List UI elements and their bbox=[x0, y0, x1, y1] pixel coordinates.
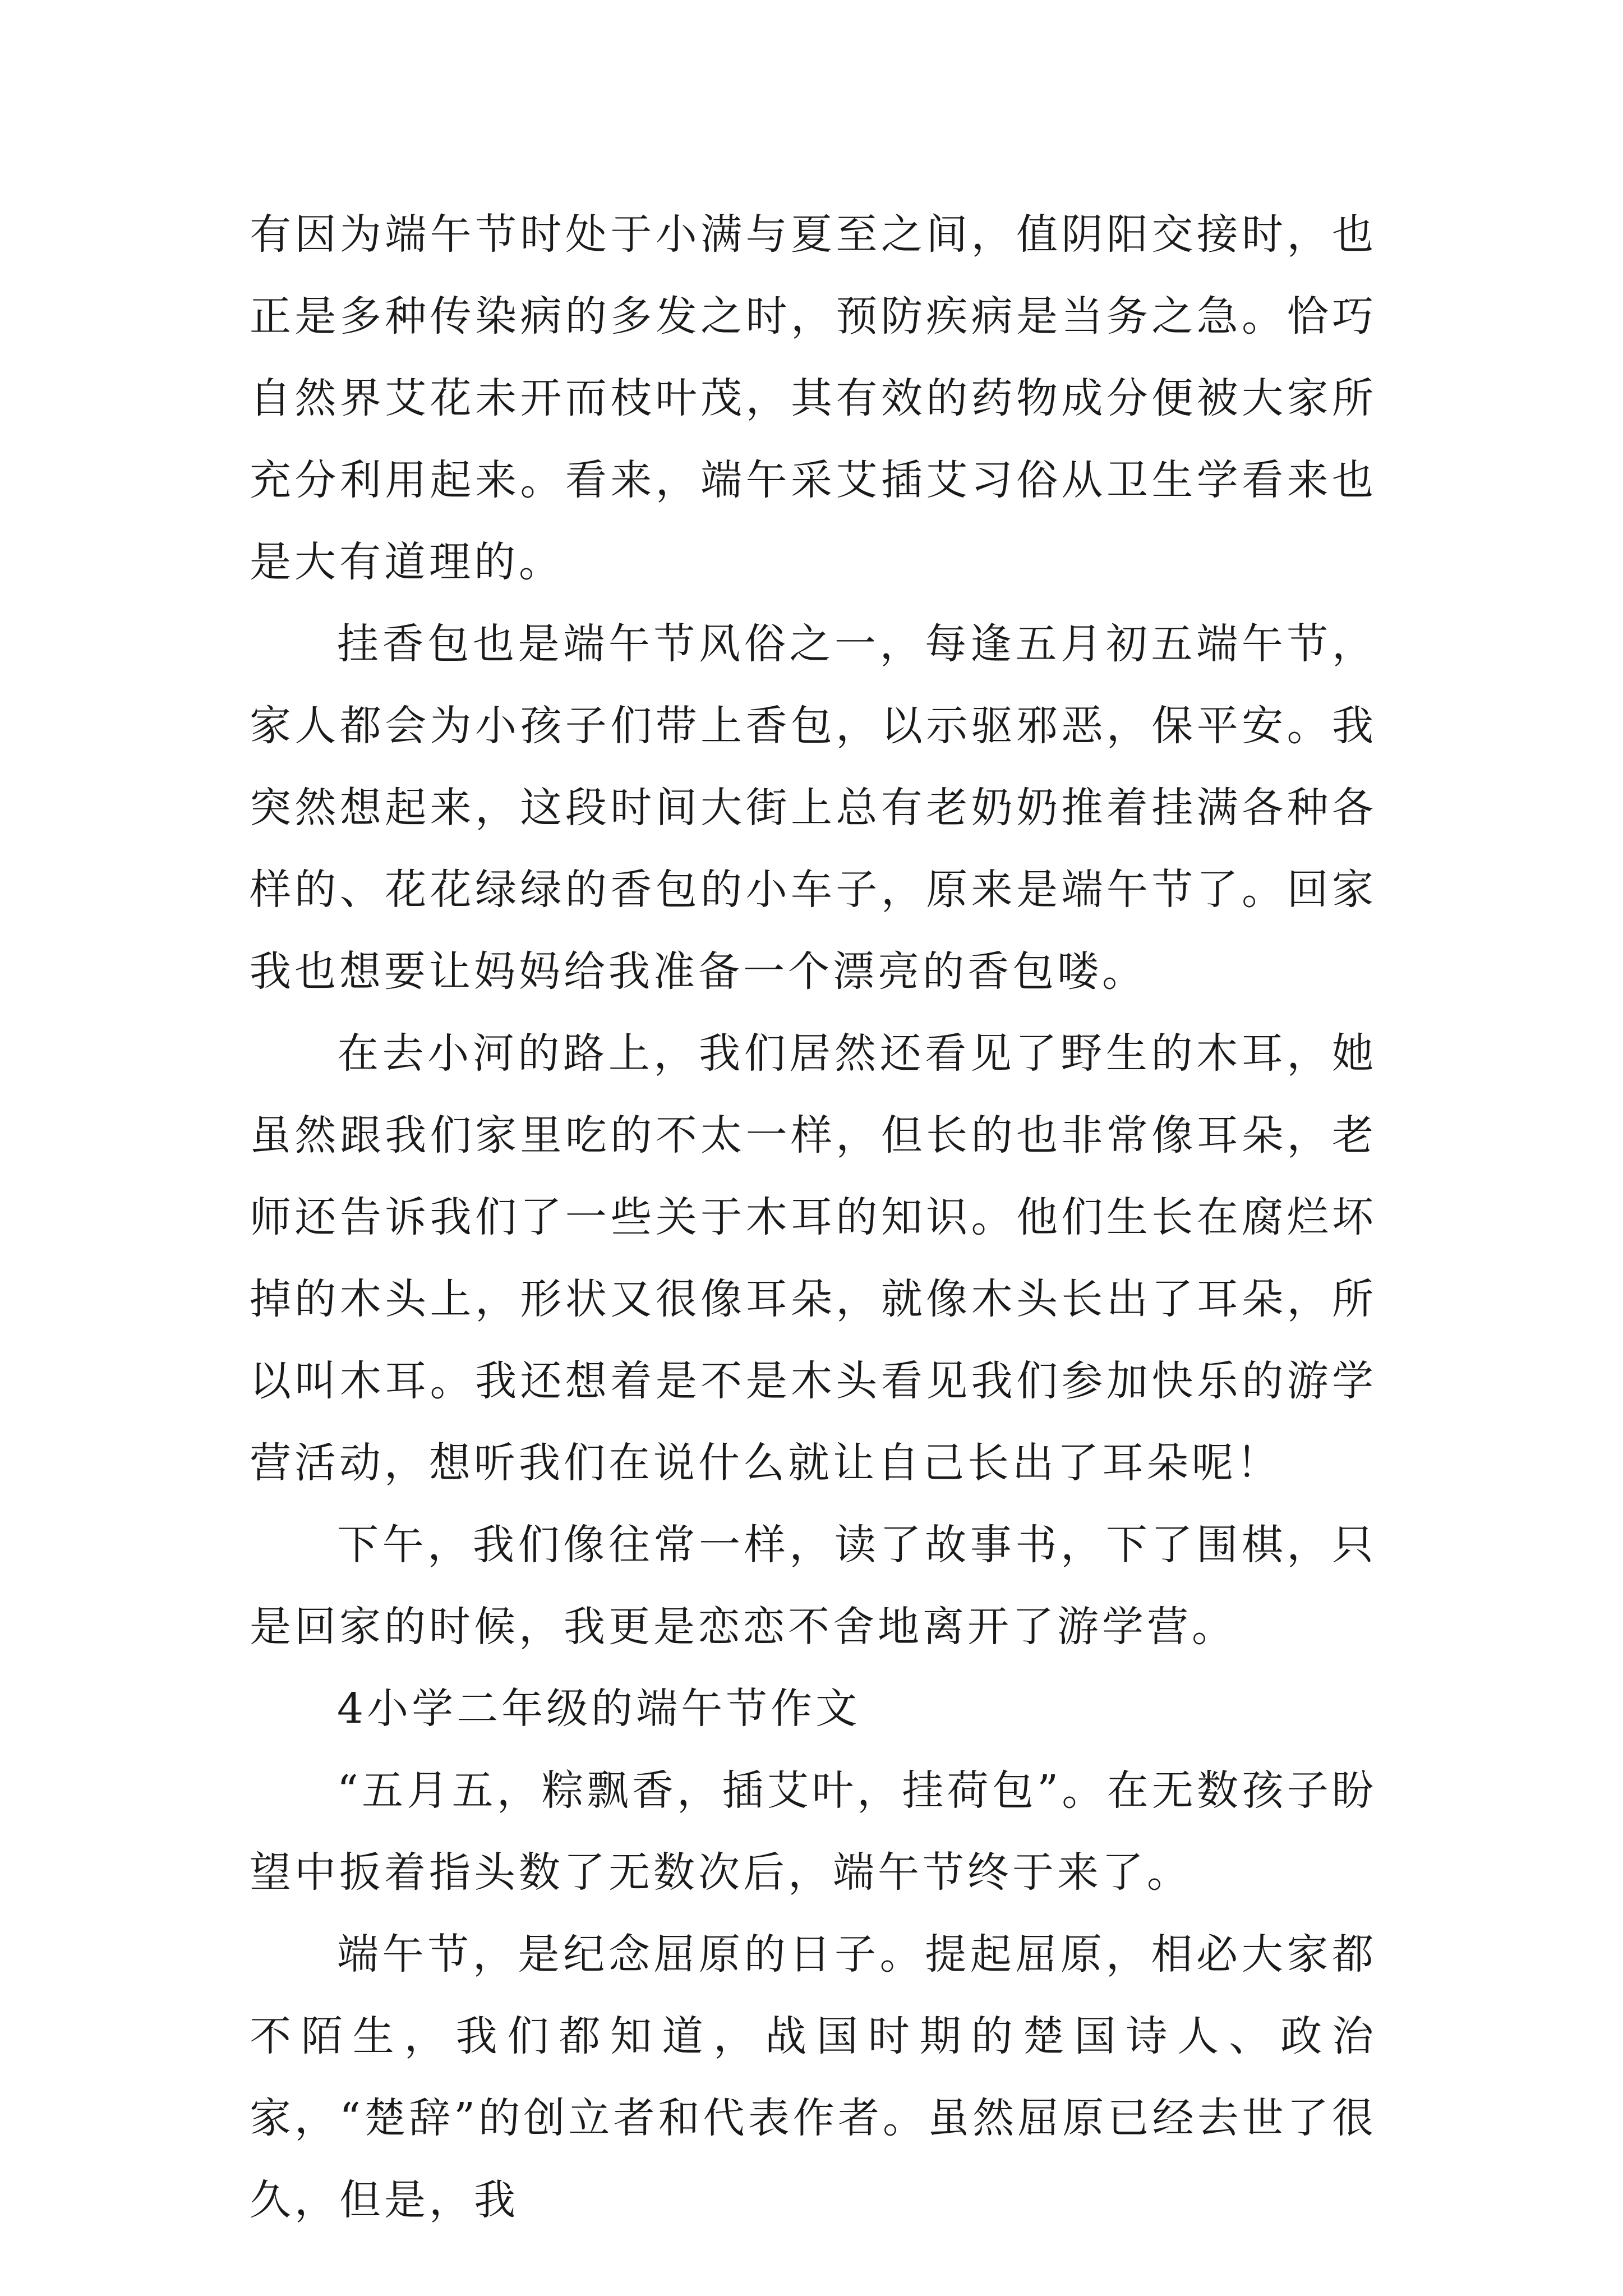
document-body bbox=[250, 194, 1377, 2241]
paragraph-sachet: 挂香包也是端午节风俗之一，每逢五月初五端午节，家人都会为小孩子们带上香包，以示驱邪恶，保平安。我突然想起来，这段时间大街上总有老奶奶推着挂满各种各样的、花花绿绿的香包的小车子，原来是端午节了。回家我也想要让妈妈给我准备一个漂亮的香包喽。 bbox=[250, 620, 1377, 996]
paragraph-continued: 有因为端午节时处于小满与夏至之间，值阴阳交接时，也正是多种传染病的多发之时，预防疾病是当务之急。恰巧自然界艾花未开而枝叶茂，其有效的药物成分便被大家所充分利用起来。看来，端午采艾插艾习俗从卫生学看来也是大有道理的。 bbox=[250, 210, 1377, 586]
section-heading: 4小学二年级的端午节作文 bbox=[337, 1685, 861, 1733]
paragraph-wood-ear: 在去小河的路上，我们居然还看见了野生的木耳，她虽然跟我们家里吃的不太一样，但长的也非常像耳朵，老师还告诉我们了一些关于木耳的知识。他们生长在腐烂坏掉的木头上，形状又很像耳朵，就像木头长出了耳朵，所以叫木耳。我还想着是不是木头看见我们参加快乐的游学营活动，想听我们在说什么就让自己长出了耳朵呢！ bbox=[250, 1029, 1377, 1487]
paragraph-qu-yuan: 端午节，是纪念屈原的日子。提起屈原，相必大家都不陌生，我们都知道，战国时期的楚国诗人、政治家，“楚辞”的创立者和代表作者。虽然屈原已经去世了很久，但是，我 bbox=[250, 1930, 1377, 2224]
paragraph-intro-quote: “五月五，粽飘香，插艾叶，挂荷包”。在无数孩子盼望中扳着指头数了无数次后，端午节终于来了。 bbox=[250, 1766, 1377, 1897]
paragraph-afternoon: 下午，我们像往常一样，读了故事书，下了围棋，只是回家的时候，我更是恋恋不舍地离开了游学营。 bbox=[250, 1521, 1377, 1651]
